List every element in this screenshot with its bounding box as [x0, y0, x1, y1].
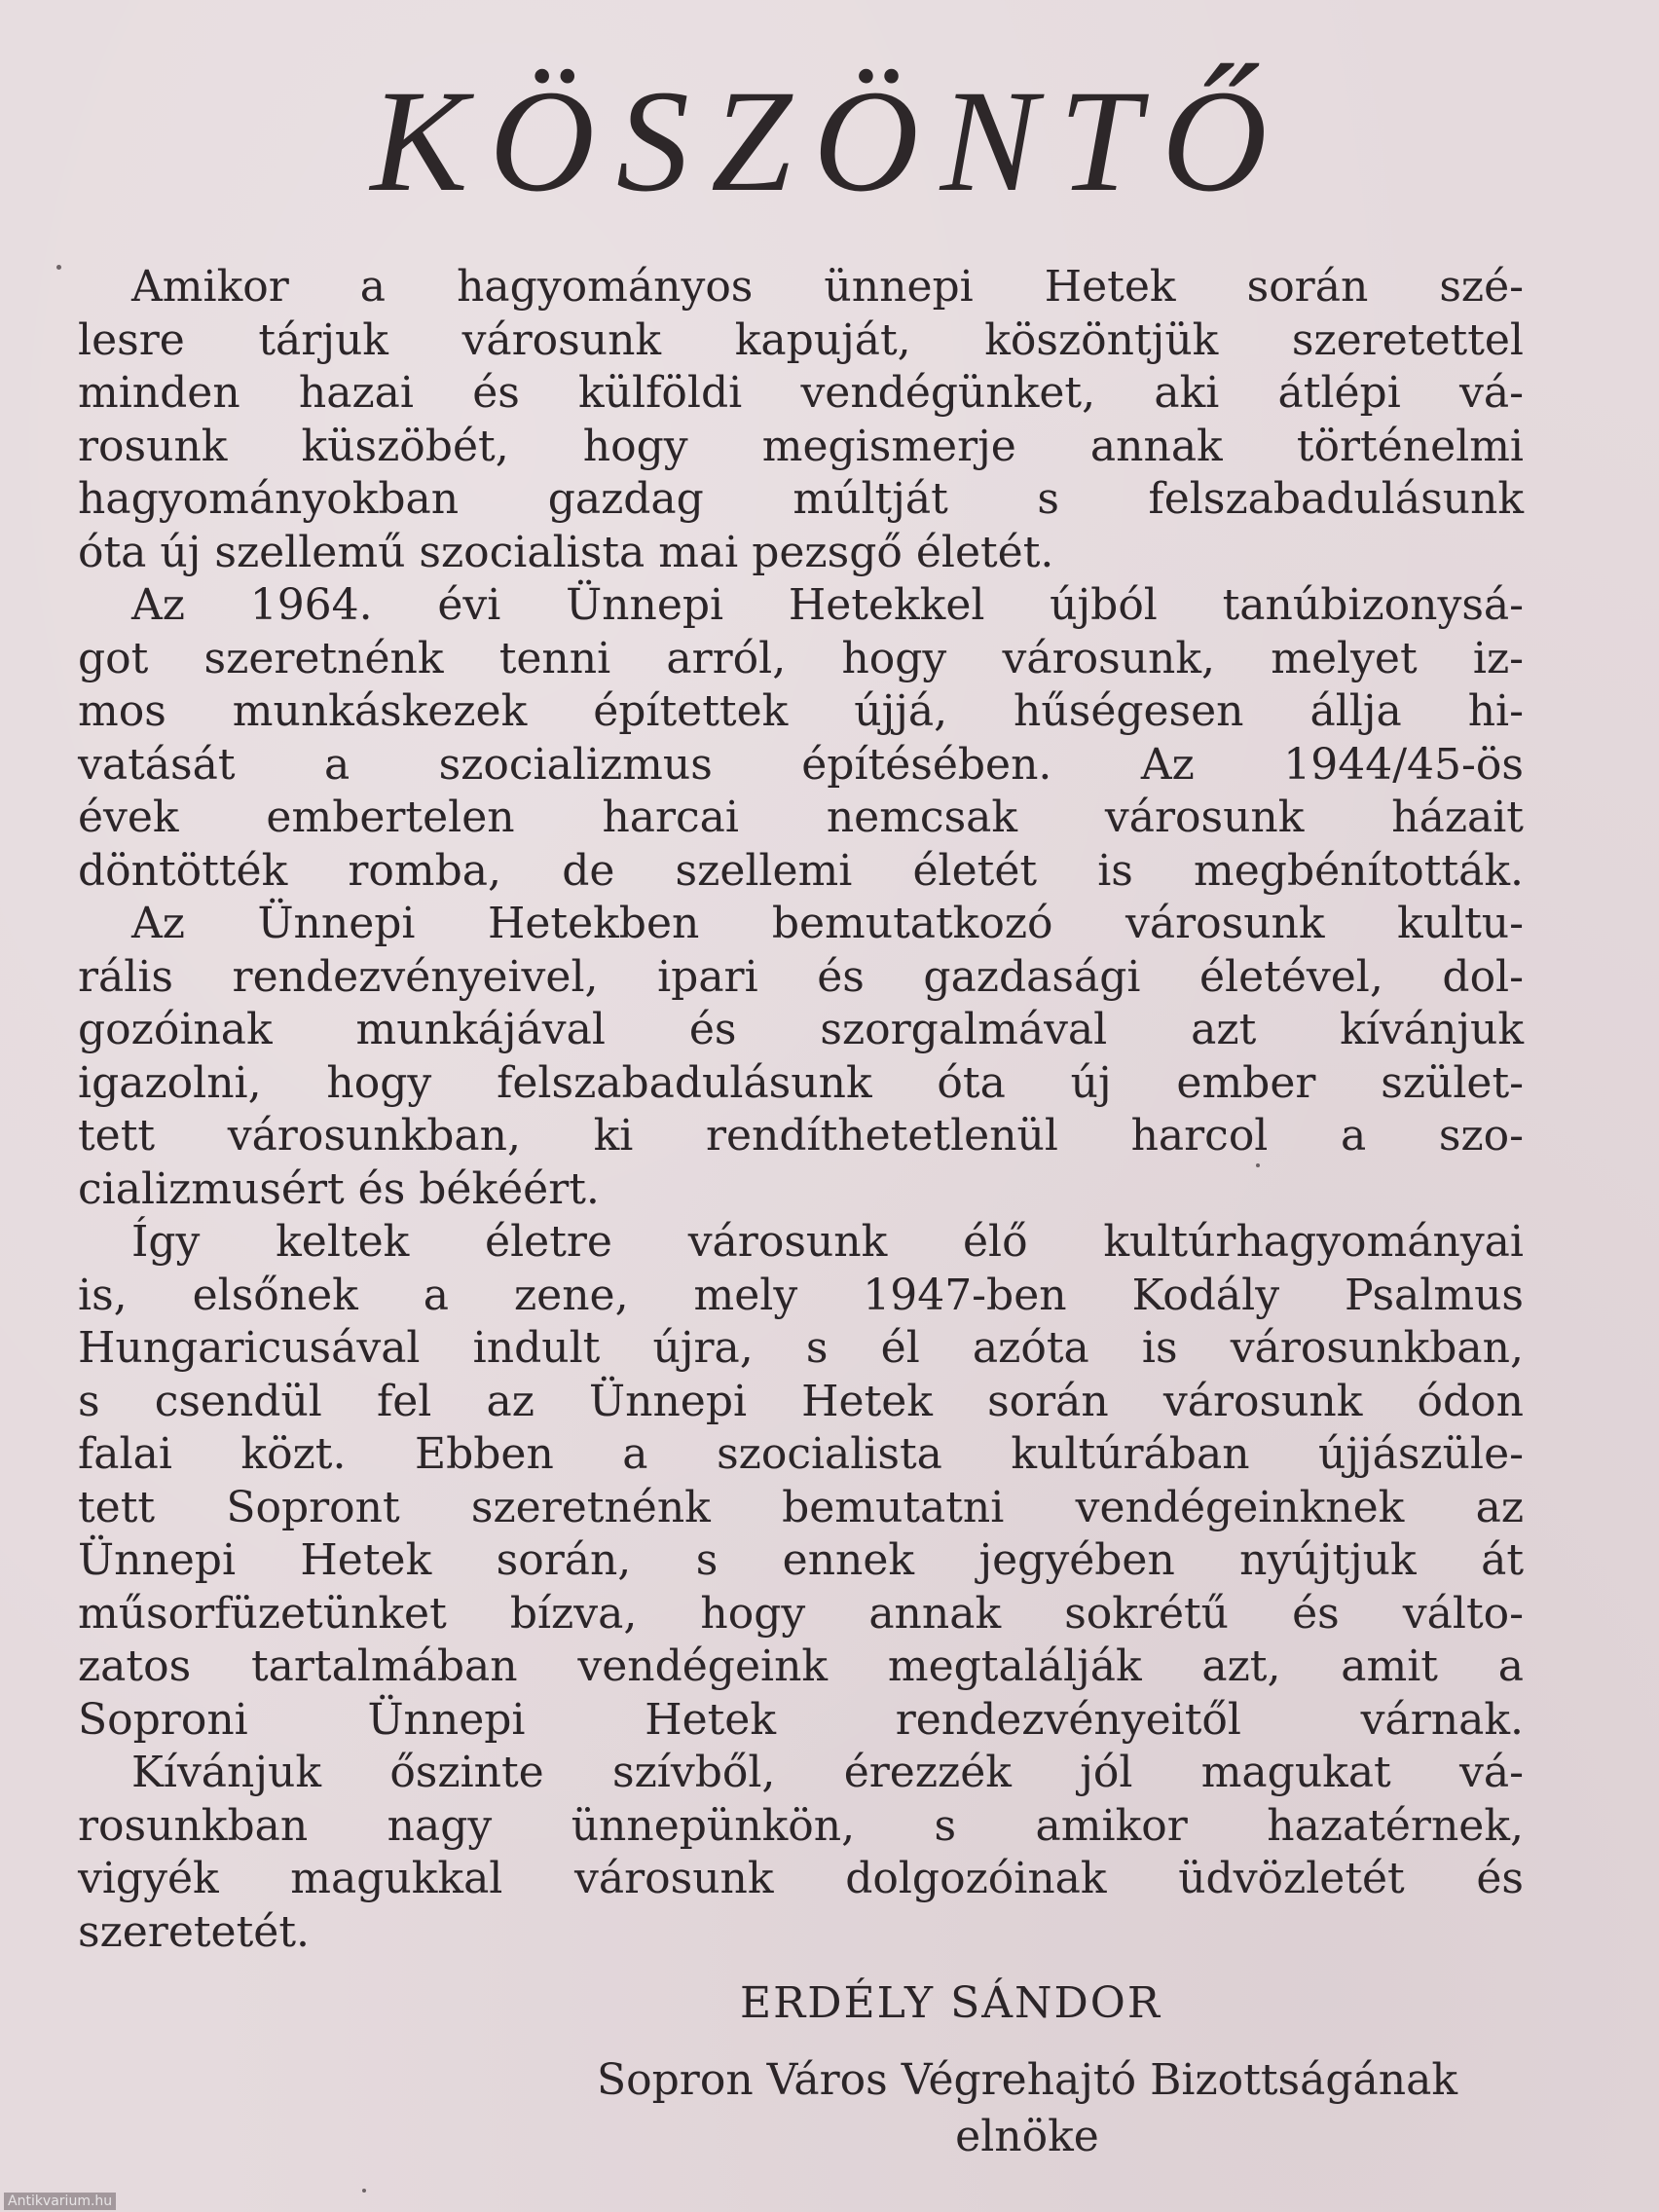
text-line: mos munkáskezek építettek újjá, hűségesen állja hi- [78, 686, 1524, 736]
text-line: tett városunkban, ki rendíthetetlenül harcol a szo- [78, 1111, 1524, 1161]
text-line: got szeretnénk tenni arról, hogy városunk, melyet iz- [78, 633, 1524, 683]
text-line: Ünnepi Hetek során, s ennek jegyében nyújtjuk át [78, 1535, 1524, 1585]
text-line: gozóinak munkájával és szorgalmával azt kívánjuk [78, 1005, 1524, 1054]
text-line: is, elsőnek a zene, mely 1947-ben Kodály Psalmus [78, 1270, 1524, 1320]
paper-speck [362, 2189, 366, 2193]
text-line: rosunkban nagy ünnepünkön, s amikor hazatérnek, [78, 1800, 1524, 1851]
text-line: Így keltek életre városunk élő kultúrhagyományai [131, 1217, 1524, 1267]
text-line: Kívánjuk őszinte szívből, érezzék jól magukat vá- [131, 1748, 1524, 1797]
signatory-title-line: Sopron Város Végrehajtó Bizottságának [597, 2055, 1457, 2105]
text-line: rális rendezvényeivel, ipari és gazdasági életével, dol- [78, 951, 1524, 1002]
page-title: KÖSZÖNTŐ [370, 60, 1289, 222]
text-line: műsorfüzetünket bízva, hogy annak sokrétű és válto- [78, 1588, 1524, 1639]
text-line: Amikor a hagyományos ünnepi Hetek során szé- [131, 262, 1524, 312]
letter-body [78, 261, 1524, 1959]
text-line: minden hazai és külföldi vendégünket, aki átlépi vá- [78, 368, 1524, 418]
text-line: Az 1964. évi Ünnepi Hetekkel újból tanúbizonysá- [131, 580, 1524, 630]
text-line: Soproni Ünnepi Hetek rendezvényeitől várnak. [78, 1694, 1524, 1745]
text-line: döntötték romba, de szellemi életét is megbénították. [78, 845, 1524, 896]
text-line: rosunk küszöbét, hogy megismerje annak történelmi [78, 421, 1524, 471]
text-line: hagyományokban gazdag múltját s felszabadulásunk [78, 474, 1524, 524]
text-line: óta új szellemű szocialista mai pezsgő életét. [78, 527, 1054, 577]
signature-name: ERDÉLY SÁNDOR [740, 1978, 1161, 2028]
paper-speck [1256, 1163, 1260, 1167]
text-line: lesre tárjuk városunk kapuját, köszöntjük szeretettel [78, 314, 1524, 365]
signatory-title [428, 2052, 1626, 2165]
text-line: szeretetét. [78, 1906, 310, 1957]
text-line: zatos tartalmában vendégeink megtalálják azt, amit a [78, 1641, 1524, 1691]
paper-speck [56, 265, 61, 270]
signatory-title-line: elnöke [955, 2112, 1099, 2161]
text-line: Az Ünnepi Hetekben bemutatkozó városunk kultu- [131, 899, 1524, 948]
text-line: tett Sopront szeretnénk bemutatni vendégeinknek az [78, 1482, 1524, 1532]
watermark: Antikvarium.hu [4, 2193, 116, 2210]
text-line: Hungaricusával indult újra, s él azóta is városunkban, [78, 1323, 1524, 1373]
text-line: igazolni, hogy felszabadulásunk óta új ember szület- [78, 1057, 1524, 1108]
text-line: vatását a szocializmus építésében. Az 1944/45-ös [78, 739, 1524, 790]
text-line: évek embertelen harcai nemcsak városunk házait [78, 793, 1524, 842]
text-line: falai közt. Ebben a szocialista kultúrában újjászüle- [78, 1429, 1524, 1479]
text-line: cializmusért és békéért. [78, 1163, 600, 1214]
text-line: s csendül fel az Ünnepi Hetek során városunk ódon [78, 1376, 1524, 1426]
text-line: vigyék magukkal városunk dolgozóinak üdvözletét és [78, 1854, 1524, 1903]
